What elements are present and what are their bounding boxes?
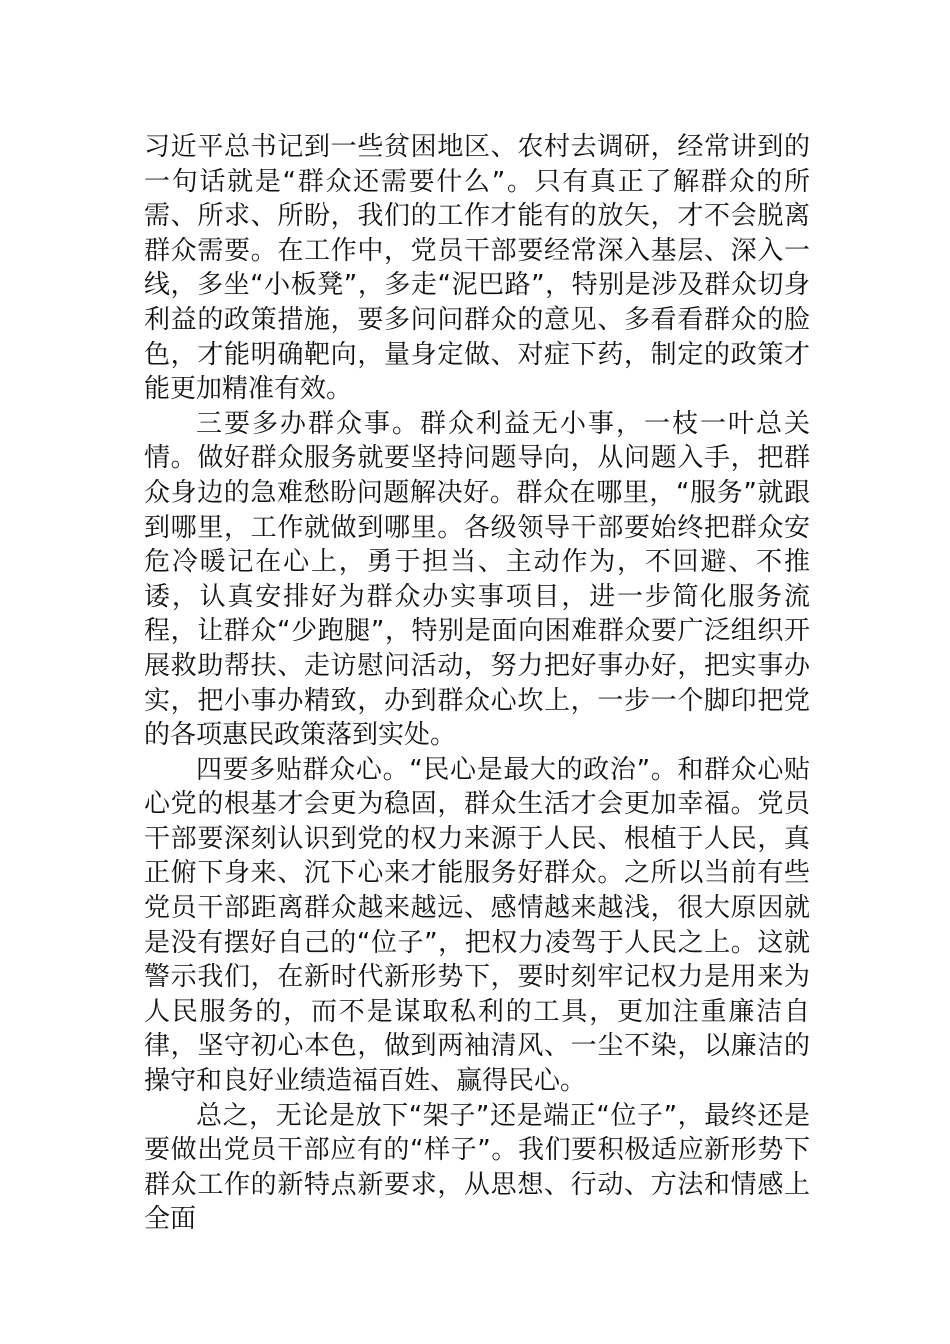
paragraph-conclusion: 总之，无论是放下“架子”还是端正“位子”，最终还是要做出党员干部应有的“样子”。我们要积极适应新形势下群众工作的新特点新要求，从思想、行动、方法和情感上全面 <box>144 1100 810 1235</box>
paragraph-close-to-people: 四要多贴群众心。“民心是最大的政治”。和群众心贴心党的根基才会更为稳固，群众生活才会更加幸福。党员干部要深刻认识到党的权力来源于人民、根植于人民，真正俯下身来、沉下心来才能服务好群众。之所以当前有些党员干部距离群众越来越远、感情越来越浅，很大原因就是没有摆好自己的“位子”，把权力凌驾于人民之上。这就警示我们，在新时代新形势下，要时刻牢记权力是用来为人民服务的，而不是谋取私利的工具，更加注重廉洁自律，坚守初心本色，做到两袖清风、一尘不染，以廉洁的操守和良好业绩造福百姓、赢得民心。 <box>144 754 810 1097</box>
paragraph-serve-people: 三要多办群众事。群众利益无小事，一枝一叶总关情。做好群众服务就要坚持问题导向，从问题入手，把群众身边的急难愁盼问题解决好。群众在哪里，“服务”就跟到哪里，工作就做到哪里。各级领导干部要始终把群众安危冷暖记在心上，勇于担当、主动作为，不回避、不推诿，认真安排好为群众办实事项目，进一步简化服务流程，让群众“少跑腿”，特别是面向困难群众要广泛组织开展救助帮扶、走访慰问活动，努力把好事办好，把实事办实，把小事办精致，办到群众心坎上，一步一个脚印把党的各项惠民政策落到实处。 <box>144 408 810 751</box>
paragraph-intro: 习近平总书记到一些贫困地区、农村去调研，经常讲到的一句话就是“群众还需要什么”。只有真正了解群众的所需、所求、所盼，我们的工作才能有的放矢，才不会脱离群众需要。在工作中，党员干部要经常深入基层、深入一线，多坐“小板凳”，多走“泥巴路”，特别是涉及群众切身利益的政策措施，要多问问群众的意见、多看看群众的脸色，才能明确靶向，量身定做、对症下药，制定的政策才能更加精准有效。 <box>144 132 810 405</box>
document-body <box>144 130 810 1237</box>
